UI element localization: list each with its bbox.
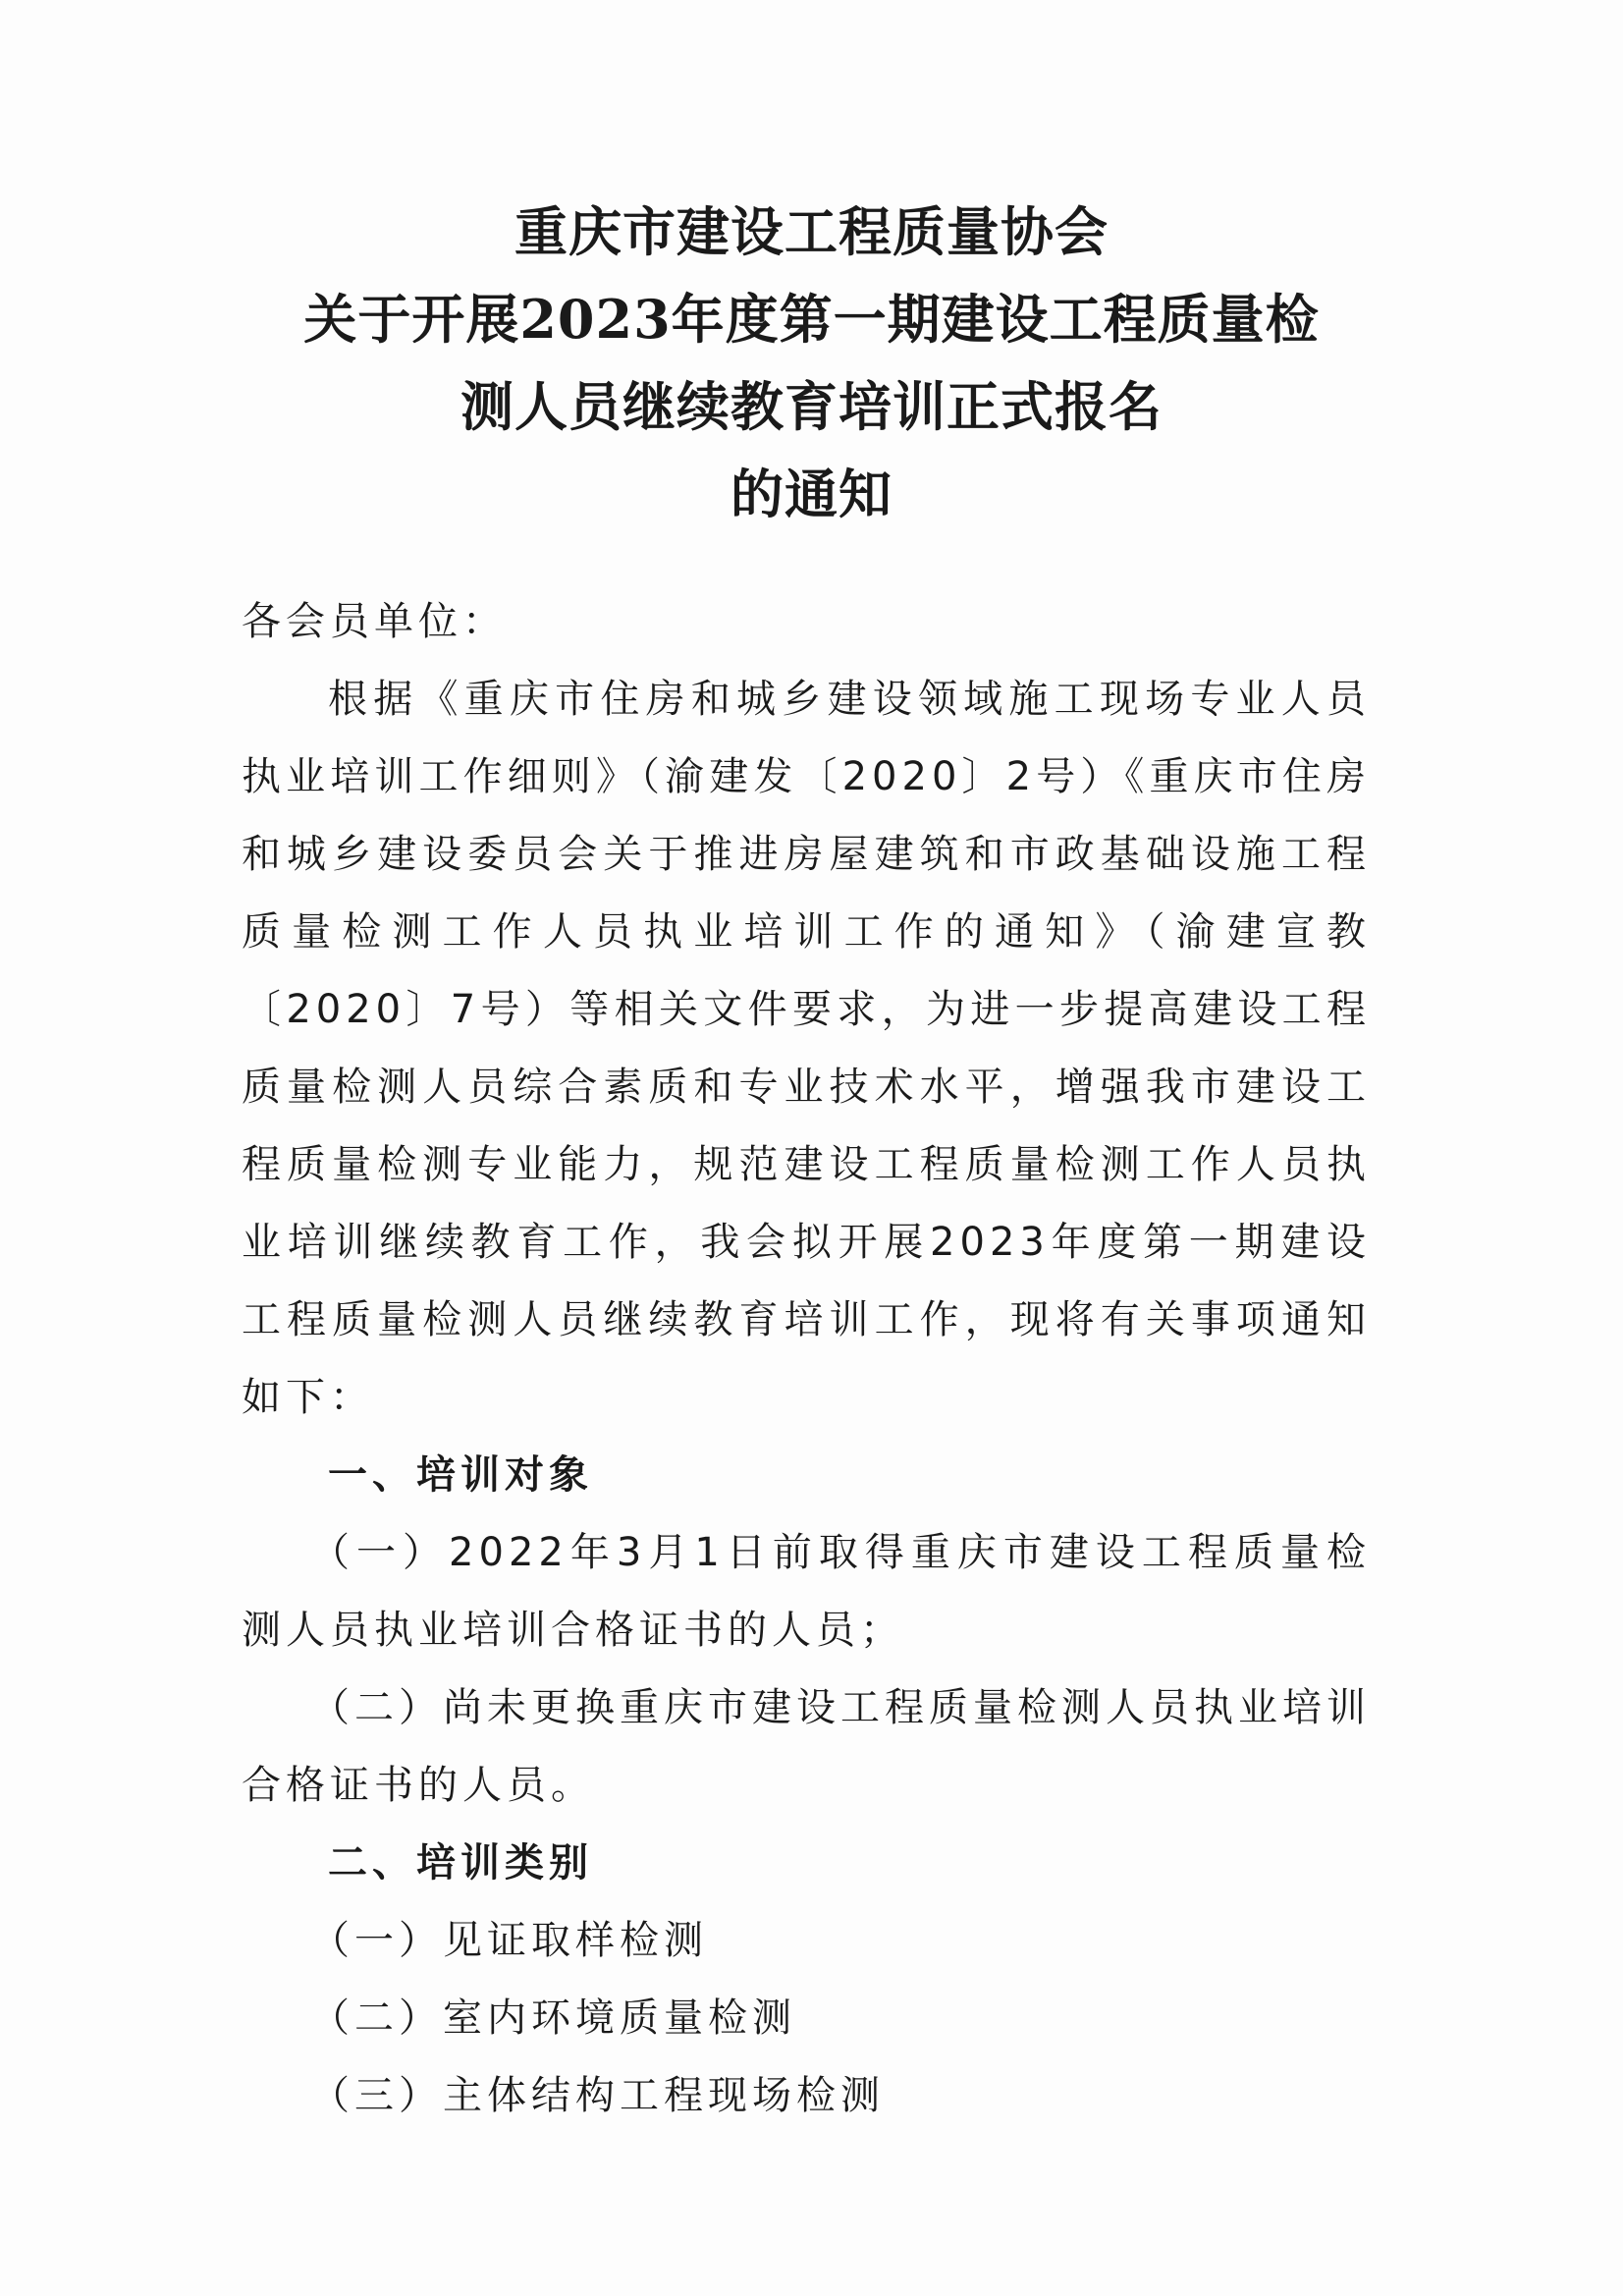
section-heading-training-targets: 一、培训对象 bbox=[328, 1452, 593, 1498]
salutation: 各会员单位： bbox=[242, 599, 507, 644]
intro-paragraph: 根据《重庆市住房和城乡建设领域施工现场专业人员执业培训工作细则》（渝建发〔2020〕2号）《重庆市住房和城乡建设委员会关于推进房屋建筑和市政基础设施工程质量检测工作人员执业培训工作的通知》（渝建宣教〔2020〕7号）等相关文件要求，为进一步提高建设工程质量检测人员综合素质和专业技术水平，增强我市建设工程质量检测专业能力，规范建设工程质量检测工作人员执业培训继续教育工作，我会拟开展2023年度第一期建设工程质量检测人员继续教育培训工作，现将有关事项通知如下： bbox=[242, 677, 1371, 1420]
title-line-3: 测人员继续教育培训正式报名 bbox=[460, 375, 1163, 438]
list-item: （一）见证取样检测 bbox=[310, 1918, 708, 1963]
title-line-1: 重庆市建设工程质量协会 bbox=[514, 200, 1109, 263]
list-item: （一）2022年3月1日前取得重庆市建设工程质量检测人员执业培训合格证书的人员； bbox=[242, 1530, 1371, 1653]
list-item: （三）主体结构工程现场检测 bbox=[310, 2073, 885, 2118]
list-item: （二）室内环境质量检测 bbox=[310, 1995, 796, 2041]
document-title bbox=[0, 189, 1623, 538]
document-body bbox=[242, 583, 1371, 2135]
list-item: （二）尚未更换重庆市建设工程质量检测人员执业培训合格证书的人员。 bbox=[242, 1685, 1371, 1808]
title-line-2: 关于开展2023年度第一期建设工程质量检 bbox=[303, 288, 1320, 351]
title-line-4: 的通知 bbox=[730, 463, 893, 525]
section-heading-training-categories: 二、培训类别 bbox=[328, 1840, 593, 1886]
